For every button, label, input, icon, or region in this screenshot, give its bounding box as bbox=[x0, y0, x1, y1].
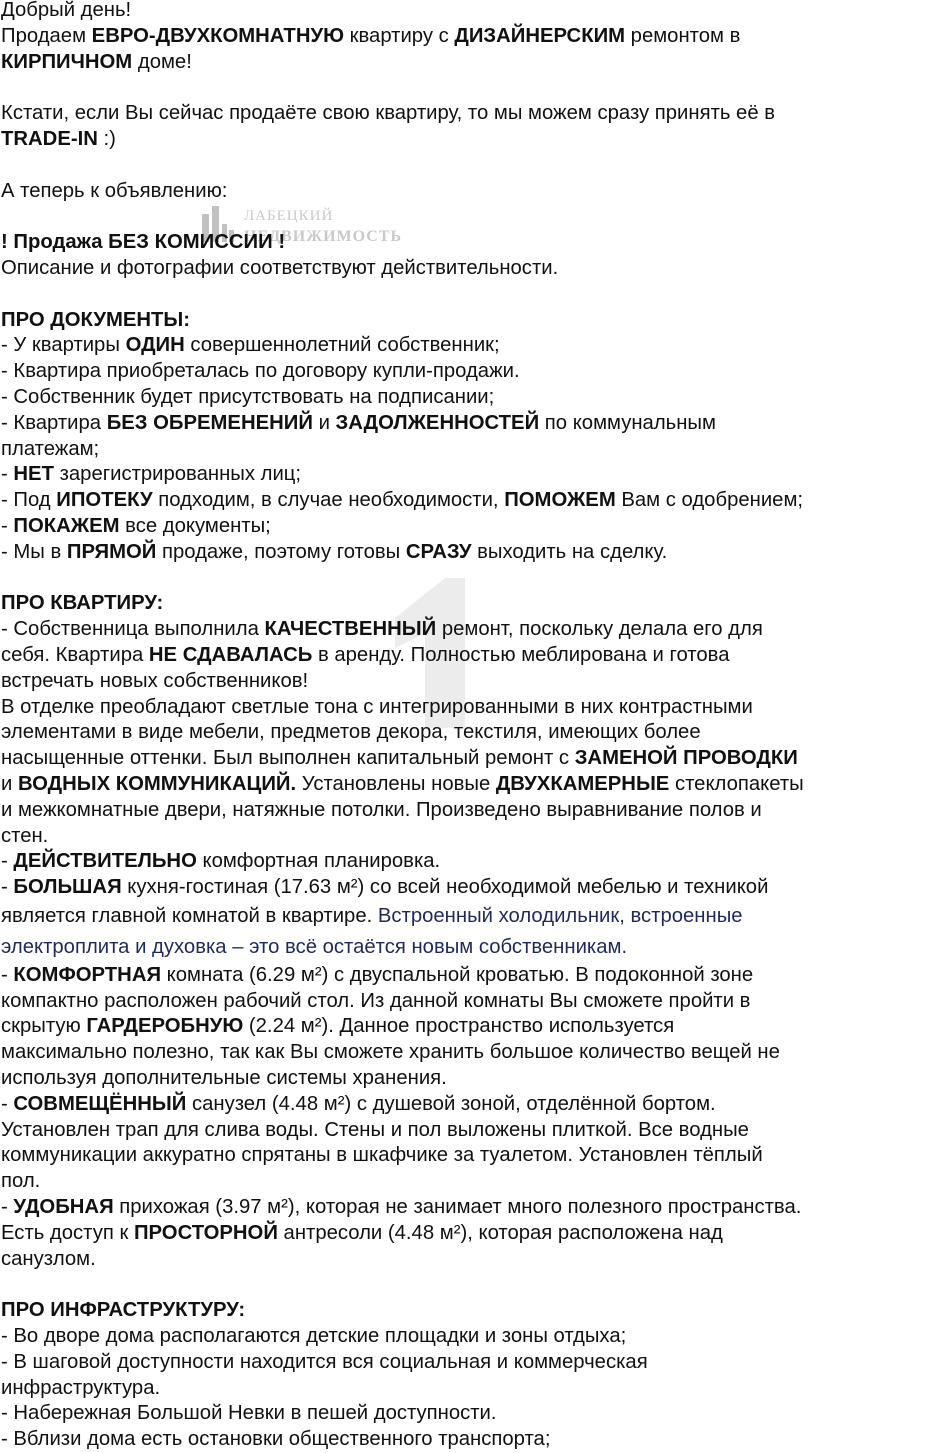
text-segment: Добрый день! bbox=[1, 0, 132, 21]
text-segment: платежам; bbox=[1, 437, 100, 460]
text-line bbox=[1, 385, 804, 411]
text-segment: - bbox=[1, 463, 14, 486]
bold-text: ИПОТЕКУ bbox=[56, 489, 153, 512]
text-line bbox=[1, 333, 804, 359]
text-segment: стен. bbox=[1, 824, 49, 847]
text-line bbox=[1, 746, 804, 772]
text-segment: насыщенные оттенки. Был выполнен капитальный ремонт с bbox=[1, 747, 575, 770]
text-segment: элементами в виде мебели, предметов декора, текстиля, имеющих более bbox=[1, 721, 701, 744]
text-segment: - bbox=[1, 1092, 14, 1115]
text-line bbox=[1, 669, 804, 695]
text-segment: санузел (4.48 м²) с душевой зоной, отделённой бортом. bbox=[186, 1092, 716, 1115]
text-line bbox=[1, 24, 804, 50]
text-segment: доме! bbox=[132, 50, 192, 73]
bold-text: КАЧЕСТВЕННЫЙ bbox=[264, 618, 437, 641]
text-line bbox=[1, 1427, 804, 1453]
text-segment: скрытую bbox=[1, 1015, 87, 1038]
text-line bbox=[1, 901, 804, 932]
text-line bbox=[1, 230, 804, 256]
text-segment: себя. Квартира bbox=[1, 643, 149, 666]
text-line bbox=[1, 179, 804, 205]
blank-line bbox=[1, 153, 804, 179]
text-segment: используя дополнительные системы хранения. bbox=[1, 1067, 447, 1090]
text-line bbox=[1, 1324, 804, 1350]
text-segment: и bbox=[1, 772, 18, 795]
bold-text: ДЕЙСТВИТЕЛЬНО bbox=[13, 850, 197, 873]
text-segment: продаже, поэтому готовы bbox=[156, 540, 406, 563]
text-line bbox=[1, 932, 804, 963]
text-segment: является главной комнатой в квартире. bbox=[1, 904, 378, 927]
text-segment: Описание и фотографии соответствуют действительности. bbox=[1, 256, 559, 279]
text-line bbox=[1, 1247, 804, 1273]
text-segment: ремонт, поскольку делала его для bbox=[436, 618, 763, 641]
bold-text: ЕВРО-ДВУХКОМНАТНУЮ bbox=[91, 24, 344, 47]
text-line bbox=[1, 720, 804, 746]
text-segment: в аренду. Полностью меблирована и готова bbox=[312, 643, 730, 666]
text-line bbox=[1, 989, 804, 1015]
text-segment: - Квартира bbox=[1, 411, 107, 434]
text-line bbox=[1, 0, 804, 24]
text-segment: - bbox=[1, 514, 14, 537]
text-segment: прихожая (3.97 м²), которая не занимает много полезного пространства. bbox=[113, 1196, 802, 1219]
text-segment: Установлен трап для слива воды. Стены и пол выложены плиткой. Все водные bbox=[1, 1118, 749, 1141]
listing-description bbox=[1, 0, 804, 1453]
bold-text: БЕЗ ОБРЕМЕНЕНИЙ bbox=[106, 411, 313, 434]
text-line bbox=[1, 695, 804, 721]
text-segment: ремонтом в bbox=[625, 24, 741, 47]
bold-text: БОЛЬШАЯ bbox=[13, 876, 122, 899]
text-line bbox=[1, 488, 804, 514]
text-segment: - Во дворе дома располагаются детские площадки и зоны отдыха; bbox=[1, 1325, 627, 1348]
text-line bbox=[1, 591, 804, 617]
text-segment: кухня-гостиная (17.63 м²) со всей необходимой мебелью и техникой bbox=[121, 876, 769, 899]
text-line bbox=[1, 411, 804, 437]
blank-line bbox=[1, 75, 804, 101]
text-line bbox=[1, 437, 804, 463]
bold-text: НЕ СДАВАЛАСЬ bbox=[148, 643, 313, 666]
bold-text: TRADE-IN bbox=[1, 127, 98, 150]
text-line bbox=[1, 963, 804, 989]
text-segment: и межкомнатные двери, натяжные потолки. Произведено выравнивание полов и bbox=[1, 798, 762, 821]
bold-text: ПРЯМОЙ bbox=[66, 540, 157, 563]
bold-text: УДОБНАЯ bbox=[13, 1196, 114, 1219]
text-line bbox=[1, 772, 804, 798]
text-segment: комната (6.29 м²) с двуспальной кроватью. В подоконной зоне bbox=[161, 963, 754, 986]
text-line bbox=[1, 824, 804, 850]
text-segment: :) bbox=[97, 127, 116, 150]
text-line bbox=[1, 540, 804, 566]
bold-text: ГАРДЕРОБНУЮ bbox=[86, 1015, 244, 1038]
text-segment: - Под bbox=[1, 489, 57, 512]
bold-text: ПРО КВАРТИРУ: bbox=[1, 592, 164, 615]
bold-text: ДВУХКАМЕРНЫЕ bbox=[495, 772, 670, 795]
text-segment: - У квартиры bbox=[1, 334, 126, 357]
highlighted-text: электроплита и духовка – это всё остаётся новым собственникам. bbox=[1, 935, 628, 958]
text-line bbox=[1, 308, 804, 334]
bold-text: ПОМОЖЕМ bbox=[504, 489, 616, 512]
text-segment: квартиру с bbox=[344, 24, 455, 47]
text-line bbox=[1, 1066, 804, 1092]
text-segment: Установлены новые bbox=[296, 772, 496, 795]
text-segment: стеклопакеты bbox=[669, 772, 804, 795]
text-segment: А теперь к объявлению: bbox=[1, 179, 228, 202]
text-line bbox=[1, 1040, 804, 1066]
bold-text: ПРО ДОКУМЕНТЫ: bbox=[1, 308, 191, 331]
text-segment: - Собственник будет присутствовать на подписании; bbox=[1, 385, 495, 408]
text-line bbox=[1, 256, 804, 282]
bold-text: ПОКАЖЕМ bbox=[13, 514, 120, 537]
text-segment: Кстати, если Вы сейчас продаёте свою квартиру, то мы можем сразу принять её в bbox=[1, 102, 776, 125]
text-segment: - Собственница выполнила bbox=[1, 618, 265, 641]
text-line bbox=[1, 514, 804, 540]
text-line bbox=[1, 1169, 804, 1195]
text-segment: Есть доступ к bbox=[1, 1221, 134, 1244]
text-line bbox=[1, 1298, 804, 1324]
watermark-line-1: ЛАБЕЦКИЙ bbox=[244, 208, 334, 224]
text-segment: зарегистрированных лиц; bbox=[53, 463, 302, 486]
text-segment: - Квартира приобреталась по договору купли-продажи. bbox=[1, 360, 520, 383]
text-segment: компактно расположен рабочий стол. Из данной комнаты Вы сможете пройти в bbox=[1, 989, 751, 1012]
text-segment: максимально полезно, так как Вы сможете хранить большое количество вещей не bbox=[1, 1041, 780, 1064]
bold-text: КИРПИЧНОМ bbox=[1, 50, 133, 73]
text-line bbox=[1, 101, 804, 127]
text-segment: Вам с одобрением; bbox=[615, 489, 804, 512]
text-segment: Продаем bbox=[1, 24, 92, 47]
bold-text: КОМФОРТНАЯ bbox=[13, 963, 162, 986]
text-line bbox=[1, 798, 804, 824]
text-line bbox=[1, 875, 804, 901]
text-line bbox=[1, 1195, 804, 1221]
text-line bbox=[1, 1376, 804, 1402]
text-segment: совершеннолетний собственник; bbox=[184, 334, 500, 357]
text-segment: - bbox=[1, 850, 14, 873]
blank-line bbox=[1, 282, 804, 308]
text-segment: инфраструктура. bbox=[1, 1376, 161, 1399]
bold-text: СОВМЕЩЁННЫЙ bbox=[13, 1092, 187, 1115]
text-segment: коммуникации аккуратно спрятаны в шкафчике за туалетом. Установлен тёплый bbox=[1, 1144, 763, 1167]
text-segment: встречать новых собственников! bbox=[1, 669, 309, 692]
blank-line bbox=[1, 1272, 804, 1298]
blank-line bbox=[1, 566, 804, 592]
text-segment: и bbox=[312, 411, 336, 434]
bold-text: ! Продажа БЕЗ КОМИССИИ ! bbox=[1, 231, 286, 254]
bold-text: ЗАДОЛЖЕННОСТЕЙ bbox=[335, 411, 540, 434]
text-line bbox=[1, 359, 804, 385]
text-line bbox=[1, 849, 804, 875]
text-segment: все документы; bbox=[119, 514, 271, 537]
text-segment: - Мы в bbox=[1, 540, 67, 563]
text-segment: антресоли (4.48 м²), которая расположена над bbox=[277, 1221, 723, 1244]
text-line bbox=[1, 1014, 804, 1040]
text-line bbox=[1, 1221, 804, 1247]
bold-text: ПРО ИНФРАСТРУКТУРУ: bbox=[1, 1299, 246, 1322]
text-line bbox=[1, 617, 804, 643]
text-line bbox=[1, 643, 804, 669]
blank-line bbox=[1, 204, 804, 230]
bold-text: ЗАМЕНОЙ ПРОВОДКИ bbox=[574, 747, 798, 770]
text-line bbox=[1, 1401, 804, 1427]
text-segment: В отделке преобладают светлые тона с интегрированными в них контрастными bbox=[1, 695, 753, 718]
text-segment: подходим, в случае необходимости, bbox=[152, 489, 505, 512]
text-line bbox=[1, 1143, 804, 1169]
text-segment: (2.24 м²). Данное пространство используется bbox=[243, 1015, 675, 1038]
bold-text: ПРОСТОРНОЙ bbox=[133, 1221, 278, 1244]
bold-text: ВОДНЫХ КОММУНИКАЦИЙ. bbox=[17, 772, 297, 795]
text-line bbox=[1, 1350, 804, 1376]
text-line bbox=[1, 50, 804, 76]
text-segment: - В шаговой доступности находится вся социальная и коммерческая bbox=[1, 1350, 648, 1373]
bold-text: ОДИН bbox=[125, 334, 185, 357]
highlighted-text: Встроенный холодильник, встроенные bbox=[377, 904, 743, 927]
text-segment: по коммунальным bbox=[539, 411, 716, 434]
text-segment: - bbox=[1, 1196, 14, 1219]
text-segment: - bbox=[1, 963, 14, 986]
text-segment: - Вблизи дома есть остановки общественного транспорта; bbox=[1, 1428, 551, 1451]
text-segment: - bbox=[1, 876, 14, 899]
text-segment: - Набережная Большой Невки в пешей доступности. bbox=[1, 1402, 497, 1425]
bold-text: СРАЗУ bbox=[405, 540, 472, 563]
text-line bbox=[1, 1118, 804, 1144]
text-line bbox=[1, 462, 804, 488]
text-segment: выходить на сделку. bbox=[471, 540, 668, 563]
text-segment: пол. bbox=[1, 1170, 41, 1193]
watermark-line-2: НЕДВИЖИМОСТЬ bbox=[244, 228, 403, 245]
bold-text: НЕТ bbox=[13, 463, 54, 486]
bold-text: ДИЗАЙНЕРСКИМ bbox=[454, 24, 626, 47]
text-line bbox=[1, 127, 804, 153]
text-line bbox=[1, 1092, 804, 1118]
text-segment: санузлом. bbox=[1, 1247, 96, 1270]
text-segment: комфортная планировка. bbox=[196, 850, 441, 873]
